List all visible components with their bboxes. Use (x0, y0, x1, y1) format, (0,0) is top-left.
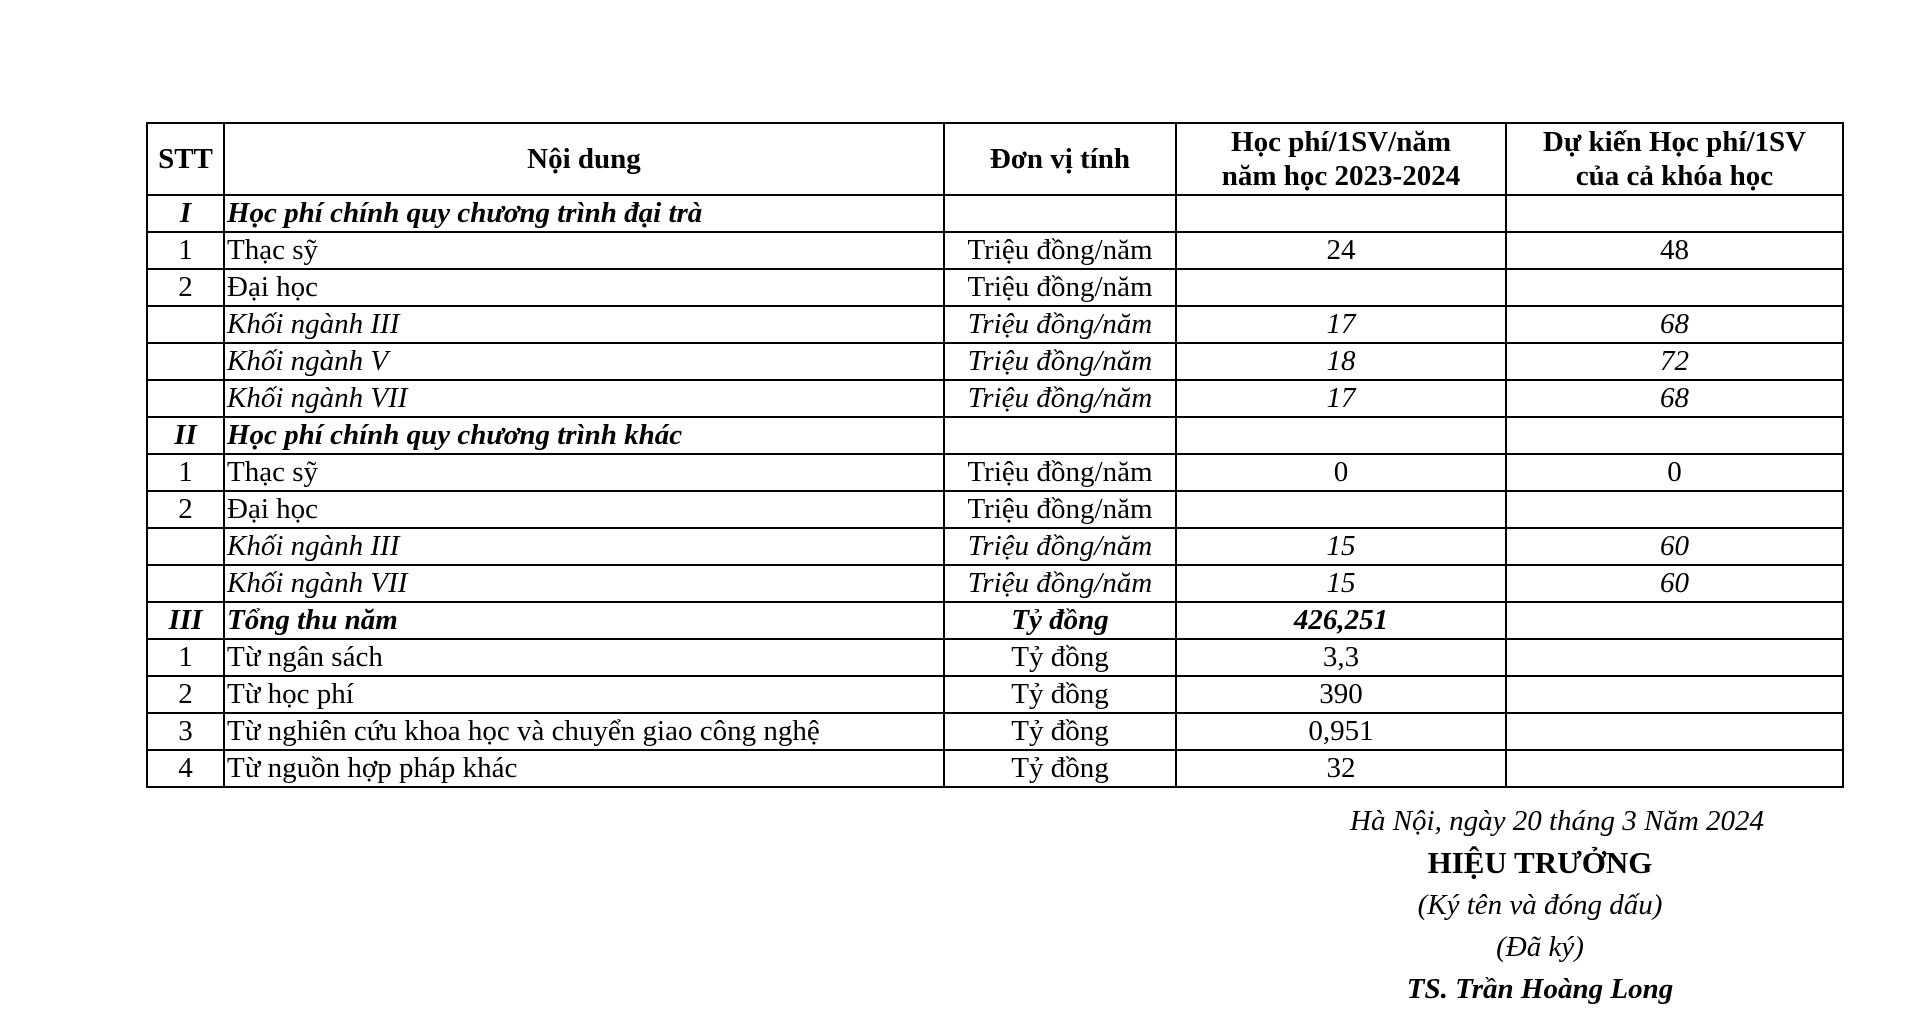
cell-annual-fee: 0,951 (1176, 713, 1506, 750)
cell-content: Đại học (224, 269, 944, 306)
cell-course-fee: 72 (1506, 343, 1843, 380)
table-row (147, 639, 1843, 676)
header-course-line1: Dự kiến Học phí/1SV (1542, 126, 1807, 158)
cell-unit: Triệu đồng/năm (944, 565, 1176, 602)
tuition-table (146, 122, 1844, 788)
table-row (147, 491, 1843, 528)
table-header-row (147, 123, 1843, 195)
cell-annual-fee: 32 (1176, 750, 1506, 787)
signature-block (1240, 800, 1840, 1010)
cell-stt: I (147, 195, 224, 232)
cell-annual-fee: 426,251 (1176, 602, 1506, 639)
table-row (147, 306, 1843, 343)
cell-content: Học phí chính quy chương trình đại trà (224, 195, 944, 232)
table-row (147, 380, 1843, 417)
cell-stt: 2 (147, 269, 224, 306)
table-body (147, 195, 1843, 787)
cell-stt (147, 528, 224, 565)
cell-annual-fee: 24 (1176, 232, 1506, 269)
signature-note: (Ký tên và đóng dấu) (1417, 889, 1663, 921)
cell-content: Thạc sỹ (224, 232, 944, 269)
cell-stt (147, 380, 224, 417)
cell-course-fee: 48 (1506, 232, 1843, 269)
header-fee-line2: năm học 2023-2024 (1221, 160, 1461, 192)
cell-stt: III (147, 602, 224, 639)
header-fee-line1: Học phí/1SV/năm (1231, 126, 1451, 158)
cell-annual-fee: 390 (1176, 676, 1506, 713)
section-row (147, 195, 1843, 232)
cell-content: Học phí chính quy chương trình khác (224, 417, 944, 454)
cell-course-fee (1506, 639, 1843, 676)
cell-unit: Triệu đồng/năm (944, 491, 1176, 528)
cell-content: Khối ngành III (224, 306, 944, 343)
cell-unit: Tỷ đồng (944, 676, 1176, 713)
table-row (147, 713, 1843, 750)
cell-stt (147, 306, 224, 343)
header-fee (1176, 123, 1506, 195)
cell-unit: Tỷ đồng (944, 713, 1176, 750)
cell-content: Khối ngành V (224, 343, 944, 380)
signature-date: Hà Nội, ngày 20 tháng 3 Năm 2024 (1350, 805, 1765, 837)
cell-content: Khối ngành III (224, 528, 944, 565)
cell-unit: Triệu đồng/năm (944, 454, 1176, 491)
cell-unit: Triệu đồng/năm (944, 269, 1176, 306)
signature-title: HIỆU TRƯỞNG (1427, 845, 1653, 880)
cell-course-fee: 60 (1506, 565, 1843, 602)
cell-content: Từ ngân sách (224, 639, 944, 676)
cell-course-fee (1506, 417, 1843, 454)
cell-annual-fee: 17 (1176, 380, 1506, 417)
cell-stt: 2 (147, 491, 224, 528)
cell-unit: Tỷ đồng (944, 750, 1176, 787)
cell-course-fee (1506, 491, 1843, 528)
cell-content: Tổng thu năm (224, 602, 944, 639)
cell-annual-fee (1176, 269, 1506, 306)
signer-name: TS. Trần Hoàng Long (1406, 973, 1674, 1005)
cell-course-fee: 60 (1506, 528, 1843, 565)
cell-annual-fee: 0 (1176, 454, 1506, 491)
table-row (147, 269, 1843, 306)
header-course-line2: của cả khóa học (1575, 160, 1774, 192)
cell-content: Đại học (224, 491, 944, 528)
cell-course-fee: 68 (1506, 306, 1843, 343)
cell-annual-fee: 17 (1176, 306, 1506, 343)
cell-content: Từ nguồn hợp pháp khác (224, 750, 944, 787)
cell-annual-fee (1176, 491, 1506, 528)
cell-annual-fee: 15 (1176, 528, 1506, 565)
cell-content: Từ nghiên cứu khoa học và chuyển giao công nghệ (224, 713, 944, 750)
cell-stt (147, 565, 224, 602)
table-row (147, 528, 1843, 565)
cell-content: Khối ngành VII (224, 565, 944, 602)
header-unit: Đơn vị tính (944, 123, 1176, 195)
cell-stt: 1 (147, 454, 224, 491)
cell-course-fee (1506, 676, 1843, 713)
cell-stt: 4 (147, 750, 224, 787)
cell-content: Từ học phí (224, 676, 944, 713)
cell-unit: Triệu đồng/năm (944, 306, 1176, 343)
table-row (147, 676, 1843, 713)
cell-course-fee: 0 (1506, 454, 1843, 491)
table-row (147, 750, 1843, 787)
cell-course-fee (1506, 195, 1843, 232)
table-row (147, 565, 1843, 602)
cell-annual-fee (1176, 195, 1506, 232)
cell-unit: Triệu đồng/năm (944, 343, 1176, 380)
signature-signed: (Đã ký) (1496, 931, 1584, 963)
cell-unit: Triệu đồng/năm (944, 528, 1176, 565)
cell-course-fee (1506, 750, 1843, 787)
cell-stt: 3 (147, 713, 224, 750)
cell-stt (147, 343, 224, 380)
header-stt: STT (147, 123, 224, 195)
cell-course-fee: 68 (1506, 380, 1843, 417)
cell-content: Thạc sỹ (224, 454, 944, 491)
cell-course-fee (1506, 269, 1843, 306)
cell-unit (944, 417, 1176, 454)
cell-unit: Tỷ đồng (944, 602, 1176, 639)
header-content: Nội dung (224, 123, 944, 195)
cell-stt: 1 (147, 232, 224, 269)
table-row (147, 343, 1843, 380)
cell-unit (944, 195, 1176, 232)
cell-annual-fee: 15 (1176, 565, 1506, 602)
cell-stt: 2 (147, 676, 224, 713)
section-row (147, 417, 1843, 454)
cell-course-fee (1506, 713, 1843, 750)
cell-unit: Triệu đồng/năm (944, 232, 1176, 269)
table-row (147, 232, 1843, 269)
cell-stt: 1 (147, 639, 224, 676)
cell-unit: Tỷ đồng (944, 639, 1176, 676)
cell-annual-fee: 18 (1176, 343, 1506, 380)
cell-course-fee (1506, 602, 1843, 639)
cell-annual-fee: 3,3 (1176, 639, 1506, 676)
section-row (147, 602, 1843, 639)
cell-stt: II (147, 417, 224, 454)
cell-content: Khối ngành VII (224, 380, 944, 417)
cell-unit: Triệu đồng/năm (944, 380, 1176, 417)
cell-annual-fee (1176, 417, 1506, 454)
header-course-fee (1506, 123, 1843, 195)
table-row (147, 454, 1843, 491)
